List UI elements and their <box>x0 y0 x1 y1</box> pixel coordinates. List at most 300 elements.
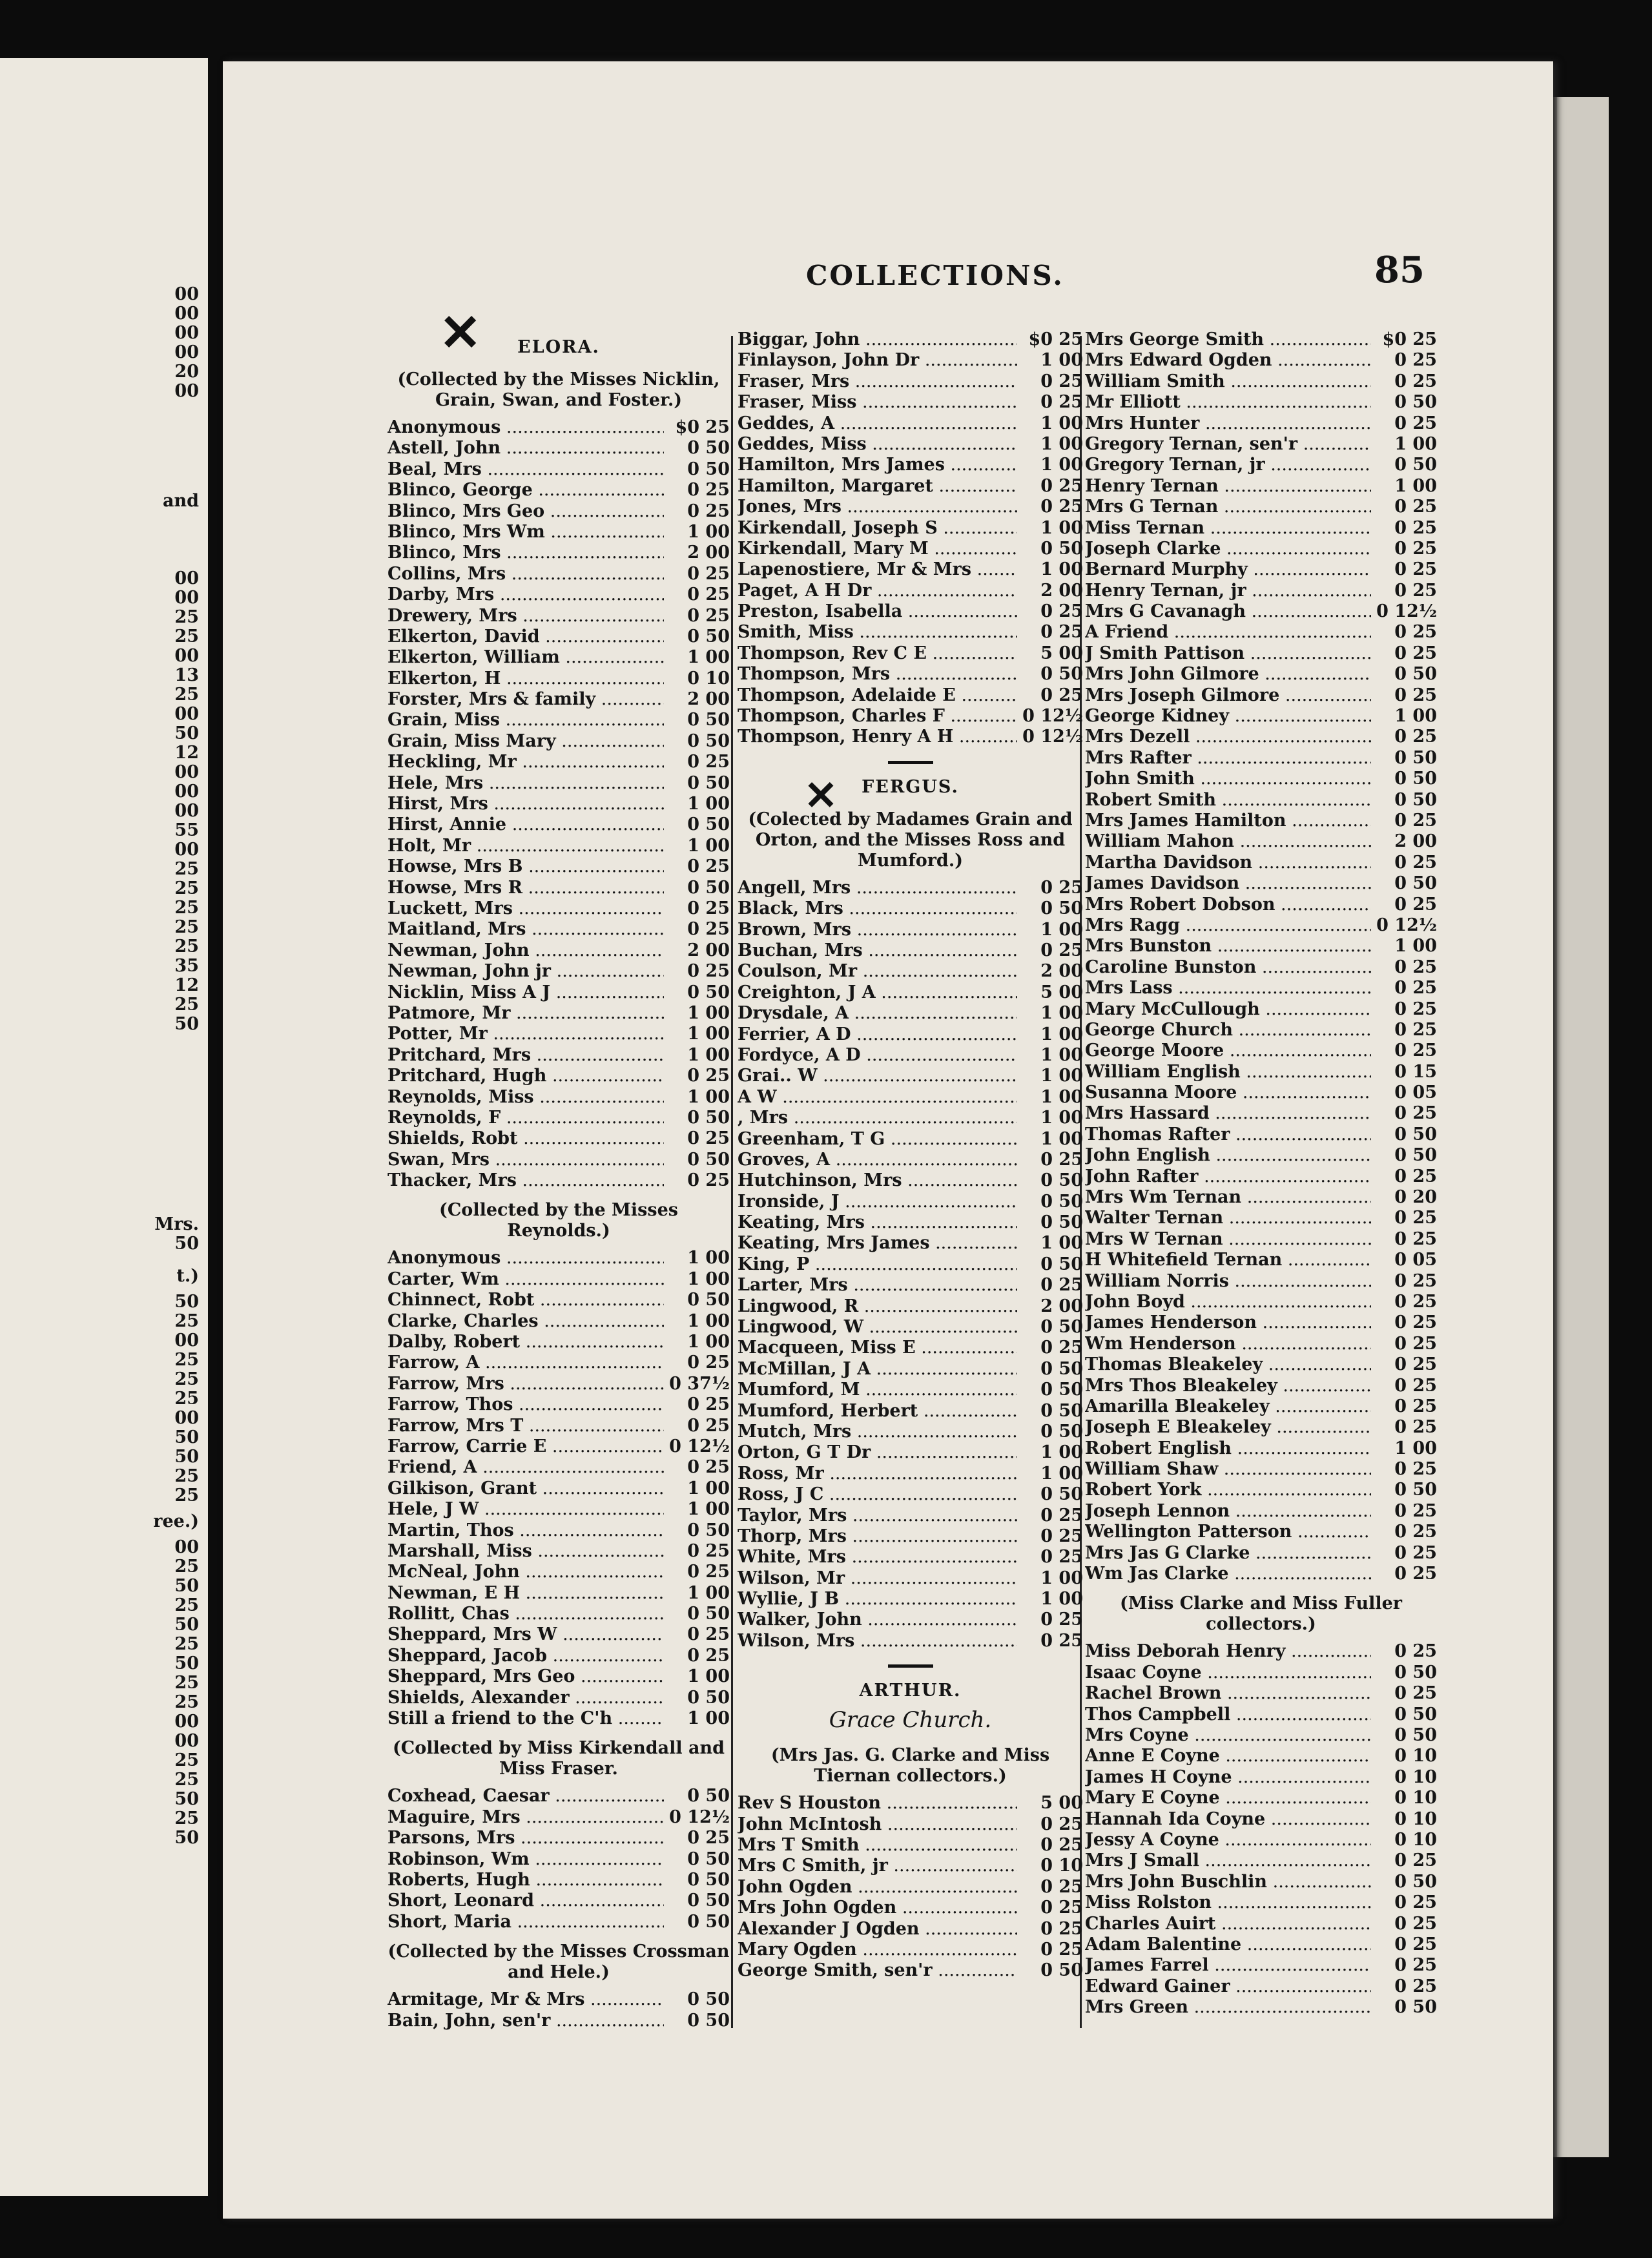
donor-name: Wm Jas Clarke ..... <box>1085 1564 1371 1584</box>
donation-amount: 2 00 <box>1394 831 1437 852</box>
donation-amount: 5 00 <box>1040 643 1083 663</box>
donor-entry <box>1085 831 1437 852</box>
donor-name: Blinco, Mrs Wm ..... <box>387 522 664 543</box>
donor-name: Wellington Patterson ..... <box>1085 1522 1371 1542</box>
donor-entry <box>1085 685 1437 706</box>
donation-amount: 0 25 <box>1040 1610 1083 1630</box>
donor-entry <box>738 1589 1083 1610</box>
donor-name: Newman, E H ..... <box>387 1583 664 1604</box>
donor-name: H Whitefield Ternan ..... <box>1085 1250 1371 1270</box>
section-divider <box>888 1664 933 1668</box>
donor-name: Pritchard, Mrs ..... <box>387 1045 664 1066</box>
donor-name: Friend, A ..... <box>387 1457 664 1478</box>
donation-amount: 0 50 <box>687 1149 730 1170</box>
donor-name: John English ..... <box>1085 1145 1371 1166</box>
donor-entry <box>738 476 1083 497</box>
donor-name: Sheppard, Mrs Geo ..... <box>387 1666 664 1687</box>
donor-entry <box>1085 706 1437 727</box>
donation-amount: 0 50 <box>1394 873 1437 894</box>
donation-amount: 0 25 <box>1394 1850 1437 1871</box>
donor-entry <box>387 794 730 814</box>
check-mark-elora: ✕ <box>439 304 482 362</box>
donor-entry <box>387 1087 730 1108</box>
donation-amount: 0 25 <box>1040 1876 1083 1897</box>
donation-amount: 0 50 <box>1040 1254 1083 1274</box>
previous-page-text: and <box>162 491 199 511</box>
donor-name: John Rafter ..... <box>1085 1166 1371 1187</box>
donor-entry <box>1085 811 1437 831</box>
donor-name: William Smith ..... <box>1085 371 1371 392</box>
donor-entry <box>1085 1187 1437 1208</box>
donation-amount: 1 00 <box>1040 919 1083 940</box>
donor-entry <box>1085 1417 1437 1438</box>
donor-name: Mrs Hunter ..... <box>1085 413 1371 434</box>
donor-entry <box>1085 936 1437 957</box>
donation-amount: 0 50 <box>1394 664 1437 685</box>
donation-amount: 0 25 <box>1394 1641 1437 1662</box>
donor-entry <box>387 627 730 647</box>
donor-name: Mrs Lass ..... <box>1085 978 1371 999</box>
donor-entry <box>387 1394 730 1415</box>
previous-page-text: 50 <box>174 1427 199 1447</box>
donation-amount: 1 00 <box>1394 433 1437 454</box>
donor-entry <box>738 898 1083 919</box>
donor-name: Thompson, Charles F ..... <box>738 706 1017 727</box>
donor-name: Thomas Rafter ..... <box>1085 1124 1371 1145</box>
donation-amount: 0 50 <box>687 877 730 898</box>
donation-amount: 1 00 <box>1040 1442 1083 1463</box>
donor-name: Lapenostiere, Mr & Mrs ..... <box>738 559 1017 580</box>
donor-entry <box>1085 1788 1437 1808</box>
previous-page-text: 25 <box>174 1770 199 1790</box>
donor-name: Elkerton, David ..... <box>387 627 664 647</box>
donor-entry <box>1085 1250 1437 1270</box>
donation-amount: 0 25 <box>1040 371 1083 391</box>
donation-amount: 2 00 <box>1040 961 1083 982</box>
previous-page-text: 00 <box>174 704 199 724</box>
donation-amount: 0 50 <box>1394 1871 1437 1892</box>
donation-amount: 0 25 <box>1394 517 1437 538</box>
donor-entry <box>1085 1062 1437 1082</box>
donor-name: Reynolds, Miss ..... <box>387 1087 664 1108</box>
donation-amount: 2 00 <box>1040 580 1083 601</box>
donor-entry <box>387 1541 730 1562</box>
donor-name: Rev S Houston ..... <box>738 1793 1017 1814</box>
donation-amount: 0 50 <box>687 730 730 751</box>
donor-name: Kirkendall, Joseph S ..... <box>738 518 1017 539</box>
donor-name: Creighton, J A ..... <box>738 982 1017 1003</box>
donor-entry <box>387 459 730 480</box>
donation-amount: 2 00 <box>1040 1296 1083 1316</box>
donor-entry <box>738 1380 1083 1400</box>
donor-name: Black, Mrs ..... <box>738 898 1017 919</box>
donation-amount: 0 25 <box>1040 940 1083 960</box>
donor-name: Potter, Mr ..... <box>387 1024 664 1044</box>
donor-entry <box>738 1108 1083 1128</box>
donation-amount: 0 12½ <box>669 1436 730 1456</box>
donor-entry <box>1085 1480 1437 1500</box>
donation-amount: 0 25 <box>1394 643 1437 663</box>
donor-entry <box>1085 1103 1437 1124</box>
donation-amount: 0 10 <box>1394 1788 1437 1808</box>
donor-entry <box>1085 1459 1437 1480</box>
donor-entry <box>387 1290 730 1310</box>
donation-amount: 0 25 <box>1394 1542 1437 1563</box>
previous-page-text: 13 <box>174 665 199 685</box>
collector-note: (Mrs Jas. G. Clarke and Miss Tiernan collectors.) <box>770 1745 1050 1787</box>
donation-amount: 0 25 <box>1394 1396 1437 1416</box>
donor-name: Swan, Mrs ..... <box>387 1150 664 1170</box>
donor-name: Walker, John ..... <box>738 1610 1017 1630</box>
donor-name: Mrs Bunston ..... <box>1085 936 1371 957</box>
donation-amount: 2 00 <box>687 689 730 710</box>
donation-amount: 0 50 <box>687 1911 730 1932</box>
donor-name: Wilson, Mr ..... <box>738 1568 1017 1589</box>
donor-entry <box>387 1583 730 1604</box>
donor-name: Blinco, Mrs ..... <box>387 543 664 563</box>
previous-page-text: 25 <box>174 898 199 918</box>
donor-entry <box>1085 1292 1437 1312</box>
donor-entry <box>387 438 730 459</box>
collector-note: (Miss Clarke and Miss Fuller collectors.) <box>1119 1593 1403 1635</box>
donor-entry <box>387 647 730 668</box>
donor-name: Howse, Mrs R ..... <box>387 878 664 898</box>
donor-entry <box>387 856 730 877</box>
donor-entry <box>738 1940 1083 1960</box>
previous-page-text: 50 <box>174 1447 199 1467</box>
donor-entry <box>1085 853 1437 873</box>
previous-page-text: 00 <box>174 801 199 821</box>
donation-amount: 0 25 <box>1040 877 1083 898</box>
previous-page-fragment <box>0 58 208 2196</box>
collector-note: (Colected by Madames Grain and Orton, and the Misses Ross and Mumford.) <box>748 809 1073 871</box>
donation-amount: 0 25 <box>1040 1630 1083 1651</box>
donor-name: Thompson, Rev C E ..... <box>738 643 1017 664</box>
previous-page-text: t.) <box>176 1266 199 1286</box>
donor-name: Martin, Thos ..... <box>387 1520 664 1541</box>
donation-amount: 0 25 <box>687 1128 730 1149</box>
donation-amount: 0 25 <box>1394 978 1437 999</box>
donor-name: Buchan, Mrs ..... <box>738 940 1017 961</box>
donation-amount: 0 25 <box>1394 1333 1437 1354</box>
donor-name: Henry Ternan ..... <box>1085 476 1371 497</box>
donation-amount: 0 50 <box>687 982 730 1002</box>
donor-entry <box>738 1793 1083 1814</box>
donor-entry <box>1085 1767 1437 1788</box>
donation-amount: 1 00 <box>1040 1108 1083 1128</box>
donor-name: Mrs Joseph Gilmore ..... <box>1085 685 1371 706</box>
collector-note: (Collected by the Misses Reynolds.) <box>439 1200 678 1241</box>
donor-name: Angell, Mrs ..... <box>738 878 1017 898</box>
collector-note: (Collected by the Misses Nicklin, Grain, Swan, and Foster.) <box>397 369 720 410</box>
donation-amount: 0 12½ <box>1022 727 1083 747</box>
donation-amount: 1 00 <box>1394 475 1437 496</box>
donor-name: Rollitt, Chas ..... <box>387 1604 664 1624</box>
previous-page-text: 25 <box>174 1808 199 1828</box>
donation-amount: 0 25 <box>1394 1354 1437 1375</box>
donor-entry <box>738 1359 1083 1380</box>
donation-amount: 0 25 <box>1394 1500 1437 1521</box>
donor-entry <box>387 689 730 710</box>
donation-amount: 0 25 <box>1394 350 1437 371</box>
donor-entry <box>1085 1354 1437 1375</box>
donation-amount: 0 10 <box>1394 1808 1437 1829</box>
donor-entry <box>738 1484 1083 1505</box>
donation-amount: 0 50 <box>1040 1191 1083 1212</box>
donor-name: Wm Henderson ..... <box>1085 1334 1371 1354</box>
donor-entry <box>387 1624 730 1645</box>
donor-name: Edward Gainer ..... <box>1085 1976 1371 1997</box>
donation-amount: 0 50 <box>1394 392 1437 413</box>
section-heading: ARTHUR. <box>859 1681 962 1701</box>
donor-entry <box>738 539 1083 559</box>
previous-page-text: 25 <box>174 1466 199 1486</box>
donor-entry <box>738 961 1083 982</box>
previous-page-text: 50 <box>174 1615 199 1635</box>
donation-amount: 0 50 <box>687 1520 730 1540</box>
donor-entry <box>1085 1166 1437 1187</box>
donor-name: Reynolds, F ..... <box>387 1108 664 1128</box>
donation-amount: 0 25 <box>1394 1913 1437 1934</box>
donor-entry <box>1085 1850 1437 1871</box>
donor-name: Mumford, Herbert ..... <box>738 1401 1017 1422</box>
donor-name: Shields, Alexander ..... <box>387 1688 664 1708</box>
donation-amount: 0 25 <box>1040 392 1083 413</box>
donation-amount: 0 10 <box>1394 1829 1437 1850</box>
donor-name: Mutch, Mrs ..... <box>738 1422 1017 1442</box>
donor-entry <box>387 710 730 730</box>
donor-name: James H Coyne ..... <box>1085 1767 1371 1788</box>
donor-name: Farrow, A ..... <box>387 1352 664 1373</box>
donor-name: Macqueen, Miss E ..... <box>738 1338 1017 1358</box>
donor-entry <box>387 1416 730 1436</box>
donor-name: Mrs G Cavanagh ..... <box>1085 601 1371 622</box>
donor-entry <box>387 1666 730 1687</box>
donation-amount: 1 00 <box>1040 350 1083 371</box>
previous-page-text: 50 <box>174 1828 199 1848</box>
previous-page-text: 25 <box>174 1486 199 1506</box>
donation-amount: 0 25 <box>1394 413 1437 433</box>
donor-entry <box>738 643 1083 664</box>
previous-page-text: 20 <box>174 362 199 382</box>
check-mark-fergus: ✕ <box>804 772 838 819</box>
donation-amount: 0 25 <box>1040 1918 1083 1939</box>
donation-amount: 2 00 <box>687 543 730 563</box>
donor-name: Mary McCullough ..... <box>1085 999 1371 1020</box>
donor-entry <box>1085 895 1437 915</box>
donation-amount: 0 25 <box>687 752 730 772</box>
donation-amount: 0 50 <box>687 2010 730 2031</box>
donor-entry <box>387 731 730 752</box>
donor-entry <box>738 1170 1083 1191</box>
donor-name: Mrs G Ternan ..... <box>1085 497 1371 517</box>
donor-entry <box>1085 727 1437 747</box>
donor-entry <box>1085 1564 1437 1584</box>
donor-name: Mrs John Gilmore ..... <box>1085 664 1371 685</box>
donation-amount: 0 05 <box>1394 1082 1437 1103</box>
donor-name: George Kidney ..... <box>1085 706 1371 727</box>
donation-amount: 0 25 <box>1394 538 1437 559</box>
donor-entry <box>1085 1662 1437 1683</box>
donor-name: William Shaw ..... <box>1085 1459 1371 1480</box>
donor-name: Lingwood, R ..... <box>738 1296 1017 1317</box>
donor-entry <box>1085 1501 1437 1522</box>
donor-name: Mrs T Smith ..... <box>738 1835 1017 1856</box>
donor-entry <box>387 1708 730 1729</box>
donor-name: Newman, John jr ..... <box>387 961 664 982</box>
donation-amount: 0 25 <box>1040 1547 1083 1568</box>
donor-name: Farrow, Mrs ..... <box>387 1374 664 1394</box>
donation-amount: 1 00 <box>687 521 730 542</box>
previous-page-text: 25 <box>174 1557 199 1577</box>
donation-amount: 0 25 <box>1040 1940 1083 1960</box>
donation-amount: 0 10 <box>1040 1856 1083 1876</box>
previous-page-text: 50 <box>174 1653 199 1673</box>
donation-amount: 0 50 <box>1040 1421 1083 1442</box>
donor-entry <box>738 455 1083 475</box>
donor-name: Farrow, Thos ..... <box>387 1394 664 1415</box>
donor-entry <box>738 1919 1083 1940</box>
donation-amount: 1 00 <box>1394 1438 1437 1458</box>
donor-entry <box>738 581 1083 601</box>
donation-amount: 1 00 <box>1040 1086 1083 1107</box>
donor-entry <box>387 1520 730 1541</box>
donor-name: Wyllie, J B ..... <box>738 1589 1017 1610</box>
donation-amount: 0 50 <box>1040 1358 1083 1379</box>
donation-amount: 1 00 <box>1040 1128 1083 1149</box>
donor-entry <box>738 982 1083 1003</box>
donor-name: Walter Ternan ..... <box>1085 1208 1371 1228</box>
donor-name: Thos Campbell ..... <box>1085 1704 1371 1725</box>
donor-entry <box>387 836 730 856</box>
previous-page-text: 00 <box>174 1331 199 1351</box>
donation-amount: 0 25 <box>687 1828 730 1849</box>
donor-entry <box>738 1275 1083 1296</box>
donor-name: John Smith ..... <box>1085 769 1371 789</box>
donor-name: Larter, Mrs ..... <box>738 1275 1017 1296</box>
donor-entry <box>1085 350 1437 371</box>
donor-name: Mrs James Hamilton ..... <box>1085 811 1371 831</box>
previous-page-text: 50 <box>174 1789 199 1809</box>
donor-name: George Moore ..... <box>1085 1041 1371 1061</box>
donor-entry <box>738 1150 1083 1170</box>
donor-name: Mrs Rafter ..... <box>1085 748 1371 769</box>
donor-entry <box>387 1045 730 1066</box>
donor-entry <box>1085 392 1437 413</box>
donor-entry <box>738 622 1083 643</box>
donation-amount: $0 25 <box>675 417 730 437</box>
donation-amount: 0 50 <box>687 1849 730 1869</box>
donor-name: Heckling, Mr ..... <box>387 752 664 772</box>
donor-name: Farrow, Mrs T ..... <box>387 1416 664 1436</box>
donation-amount: 0 25 <box>1394 1683 1437 1704</box>
donor-entry <box>387 1807 730 1828</box>
donor-entry <box>738 1464 1083 1484</box>
donor-name: Hirst, Annie ..... <box>387 814 664 835</box>
donor-entry <box>738 1233 1083 1254</box>
donor-name: Mary Ogden ..... <box>738 1940 1017 1960</box>
donor-name: King, P ..... <box>738 1254 1017 1275</box>
donor-name: Jones, Mrs ..... <box>738 497 1017 517</box>
donor-entry <box>738 413 1083 434</box>
donation-amount: 0 12½ <box>1022 706 1083 727</box>
donor-name: Rachel Brown ..... <box>1085 1683 1371 1704</box>
donor-name: Mrs Coyne ..... <box>1085 1725 1371 1746</box>
donor-entry <box>1085 1145 1437 1166</box>
donor-name: J Smith Pattison ..... <box>1085 643 1371 664</box>
section-heading: FERGUS. <box>862 776 959 797</box>
donor-entry <box>387 1332 730 1352</box>
donor-entry <box>738 1422 1083 1442</box>
donation-amount: 0 25 <box>687 480 730 501</box>
donation-amount: 0 50 <box>687 1107 730 1128</box>
donation-amount: 1 00 <box>687 1269 730 1289</box>
donor-entry <box>387 940 730 961</box>
donor-entry <box>387 1849 730 1870</box>
donor-name: Bain, John, sen'r ..... <box>387 2011 664 2031</box>
donation-amount: 0 25 <box>687 1415 730 1436</box>
donor-name: A Friend ..... <box>1085 622 1371 643</box>
donation-amount: 1 00 <box>687 1708 730 1729</box>
column-rule-left <box>731 336 733 2028</box>
donor-entry <box>1085 1124 1437 1145</box>
donor-entry <box>738 1814 1083 1835</box>
donor-name: Miss Rolston ..... <box>1085 1892 1371 1913</box>
donor-entry <box>1085 622 1437 643</box>
donor-entry <box>1085 1892 1437 1913</box>
donation-amount: 0 12½ <box>669 1807 730 1827</box>
donor-name: Marshall, Miss ..... <box>387 1541 664 1562</box>
donor-name: Keating, Mrs ..... <box>738 1212 1017 1233</box>
donation-amount: 0 50 <box>687 1989 730 2010</box>
donor-name: Drewery, Mrs ..... <box>387 606 664 627</box>
donation-amount: 0 25 <box>1394 1103 1437 1124</box>
donor-entry <box>387 814 730 835</box>
donor-entry <box>387 543 730 563</box>
previous-page-text: 12 <box>174 743 199 763</box>
donation-amount: 0 50 <box>1040 898 1083 919</box>
donation-amount: 0 50 <box>1394 455 1437 475</box>
donor-entry <box>387 1870 730 1890</box>
previous-page-text: Mrs. <box>154 1214 199 1234</box>
donor-entry <box>1085 1229 1437 1250</box>
donation-amount: 1 00 <box>1040 1066 1083 1086</box>
page-title: COLLECTIONS. <box>806 260 1064 291</box>
donation-amount: 5 00 <box>1040 1793 1083 1814</box>
donation-amount: 0 25 <box>1394 1976 1437 1996</box>
donor-name: James Davidson ..... <box>1085 873 1371 894</box>
donor-name: William Mahon ..... <box>1085 831 1371 852</box>
donor-name: Kirkendall, Mary M ..... <box>738 539 1017 559</box>
donor-name: , Mrs ..... <box>738 1108 1017 1128</box>
donation-amount: 1 00 <box>687 1666 730 1687</box>
donor-name: A W ..... <box>738 1087 1017 1108</box>
donor-name: Fordyce, A D ..... <box>738 1045 1017 1066</box>
previous-page-text: 25 <box>174 1389 199 1409</box>
donation-amount: 1 00 <box>1040 1003 1083 1024</box>
donor-name: Dalby, Robert ..... <box>387 1332 664 1352</box>
donor-entry <box>1085 497 1437 517</box>
donor-name: Pritchard, Hugh ..... <box>387 1066 664 1086</box>
donor-name: Hamilton, Margaret ..... <box>738 476 1017 497</box>
donor-entry <box>738 1898 1083 1918</box>
previous-page-text: 00 <box>174 840 199 860</box>
donor-name: Armitage, Mr & Mrs ..... <box>387 1989 664 2010</box>
donor-entry <box>738 518 1083 539</box>
donation-amount: 0 25 <box>1040 1338 1083 1358</box>
donor-name: Thompson, Adelaide E ..... <box>738 685 1017 706</box>
donor-name: Hele, Mrs ..... <box>387 773 664 794</box>
